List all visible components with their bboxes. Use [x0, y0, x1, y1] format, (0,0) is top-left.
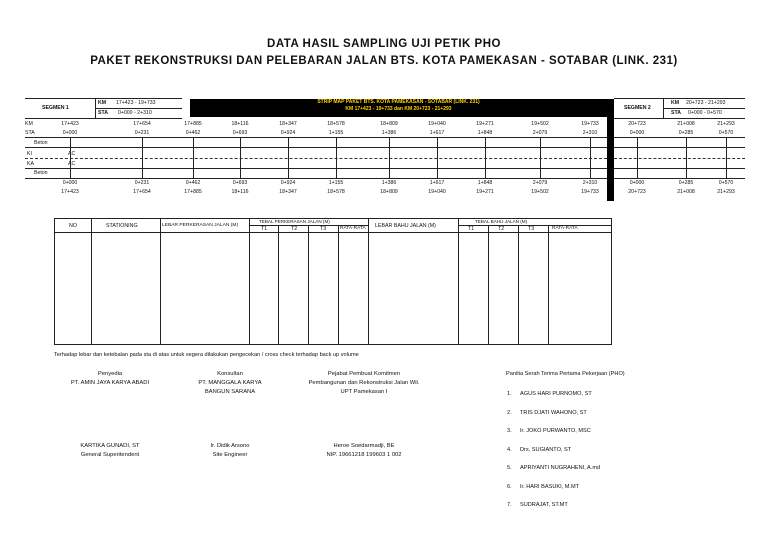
station-tick: [240, 137, 241, 178]
ppk-nip: NIP. 19661218 199603 1 002: [326, 452, 402, 458]
km-bottom-label: 18+578: [327, 189, 345, 195]
panitia-member-name: Ir. HARI BASUKI, M.MT: [520, 483, 580, 490]
konsultan-name: Ir. Didik Arsono: [210, 443, 250, 449]
sta-top-label: 0+693: [232, 130, 248, 136]
km-bottom-label: 18+809: [380, 189, 398, 195]
segmen2-label: SEGMEN 2: [624, 105, 651, 111]
ppk-name: Heroe Soedarmadji, BE: [333, 443, 395, 449]
col-lebar-bahu: LEBAR BAHU JALAN (M): [375, 223, 436, 229]
panitia-member-no: 1.: [507, 391, 512, 397]
segment-separator: [607, 99, 614, 201]
km-bottom-label: 19+733: [581, 189, 599, 195]
segmen1-sta-label: STA: [98, 110, 108, 116]
sta-top-label: 0+570: [718, 130, 734, 136]
station-tick: [437, 137, 438, 178]
segmen1-sta: 0+000 - 2+310: [118, 110, 152, 116]
segmen1-label: SEGMEN 1: [42, 105, 69, 111]
konsultan-title: Site Engineer: [212, 452, 248, 458]
sta-bottom-label: 2+310: [582, 180, 598, 186]
col-t1-bahu: T1: [468, 226, 475, 232]
sampling-table: [54, 218, 612, 345]
sta-top-label: 0+000: [629, 130, 645, 136]
segmen2-km: 20+723 - 21+293: [686, 100, 726, 106]
segmen2-sta: 0+000 - 0+570: [688, 110, 722, 116]
panitia-member-no: 2.: [507, 409, 512, 416]
station-tick: [686, 137, 687, 178]
sta-bottom-label: 0+924: [280, 180, 296, 186]
station-tick: [142, 137, 143, 178]
km-top-label: 19+040: [428, 121, 446, 127]
banner-line2: KM 17+423 - 19+733 dan KM 20+723 - 21+293: [345, 106, 452, 112]
km-top-label: 17+654: [133, 121, 151, 127]
sta-bottom-label: 2+079: [532, 180, 548, 186]
sta-bottom-label: 1+386: [381, 180, 397, 186]
konsultan-org1: PT. MANGGALA KARYA: [198, 380, 262, 386]
row-label-beton-top: Beton: [34, 140, 48, 146]
km-top-label: 20+723: [628, 121, 646, 127]
km-bottom-label: 17+885: [184, 189, 202, 195]
col-tebal-perkerasan: TEBAL PERKERASAN JALAN (M): [259, 219, 330, 224]
segmen1-km-label: KM: [98, 100, 107, 106]
konsultan-signer: [170, 442, 290, 460]
row-label-ac-top: AC: [68, 151, 76, 157]
panitia-member-no: 7.: [507, 502, 512, 508]
row-label-ac-bottom: AC: [68, 161, 76, 167]
col-stationing: STATIONING: [106, 223, 138, 229]
station-tick: [485, 137, 486, 178]
sta-top-label: 1+386: [381, 130, 397, 136]
col-t3-perkerasan: T3: [320, 226, 327, 232]
sta-top-label: 0+462: [185, 130, 201, 136]
col-t2-perkerasan: T2: [291, 226, 298, 232]
segmen2-sta-label: STA: [671, 110, 681, 116]
col-no: NO: [69, 223, 77, 229]
panitia-member-name: APRIYANTI NUGRAHENI, A.md: [520, 465, 601, 471]
document-subtitle: PAKET REKONSTRUKSI DAN PELEBARAN JALAN BTS. KOTA PAMEKASAN - SOTABAR (LINK. 231): [90, 55, 678, 67]
konsultan-role: Konsultan: [217, 371, 243, 377]
konsultan-block: [170, 370, 290, 397]
col-rata-perkerasan: RATA-RATA: [340, 226, 366, 231]
km-bottom-label: 19+040: [428, 189, 446, 195]
km-bottom-label: 18+116: [231, 189, 249, 195]
station-tick: [540, 137, 541, 178]
panitia-member-name: Ir. JOKO PURWANTO, MSC: [520, 428, 591, 434]
sta-top-label: 0+231: [134, 130, 150, 136]
station-tick: [336, 137, 337, 178]
km-top-label: 18+347: [279, 121, 297, 127]
col-tebal-bahu: TEBAL BAHU JALAN (M): [475, 219, 528, 224]
penyedia-block: [50, 370, 170, 388]
strip-map-banner: [190, 99, 607, 117]
station-tick: [288, 137, 289, 178]
km-bottom-label: 21+293: [717, 189, 735, 195]
row-label-beton-bottom: Beton: [34, 170, 48, 176]
km-top-label: 19+733: [581, 121, 599, 127]
station-tick: [637, 137, 638, 178]
row-label-km: KM: [25, 121, 33, 127]
ppk-role: Pejabat Pembuat Komitmen: [327, 371, 401, 377]
panitia-member-name: TRIS DJATI WAHONO, ST: [520, 409, 587, 416]
km-top-label: 21+293: [717, 121, 735, 127]
station-tick: [590, 137, 591, 178]
km-top-label: 18+578: [327, 121, 345, 127]
sta-top-label: 0+924: [280, 130, 296, 136]
penyedia-name: KARTIKA GUNADI, ST: [80, 443, 140, 449]
penyedia-org: PT. AMIN JAYA KARYA ABADI: [70, 380, 150, 386]
panitia-member-name: SUDRAJAT, ST.MT: [520, 502, 568, 508]
panitia-member-no: 5.: [507, 465, 512, 471]
sta-bottom-label: 0+462: [185, 180, 201, 186]
sta-top-label: 1+848: [477, 130, 493, 136]
ppk-org1: Pembangunan dan Rekonstruksi Jalan Wil.: [308, 380, 420, 386]
ppk-block: [284, 370, 444, 397]
col-t2-bahu: T2: [498, 226, 505, 232]
panitia-title: Panitia Serah Terima Pertama Pekerjaan (PHO): [506, 371, 625, 377]
banner-line1: STRIP MAP PAKET BTS. KOTA PAMEKASAN - SOTABAR (LINK. 231): [317, 99, 480, 105]
segmen2-km-label: KM: [671, 100, 680, 106]
km-bottom-label: 17+654: [133, 189, 151, 195]
km-top-label: 18+809: [380, 121, 398, 127]
row-label-ki: KI: [27, 151, 32, 157]
station-tick: [193, 137, 194, 178]
penyedia-title: General Superitendent: [80, 452, 140, 458]
km-top-label: 17+885: [184, 121, 202, 127]
col-t1-perkerasan: T1: [261, 226, 268, 232]
sta-top-label: 1+155: [328, 130, 344, 136]
sta-top-label: 0+000: [62, 130, 78, 136]
segmen1-km: 17+423 - 19+733: [116, 100, 156, 106]
panitia-member-name: AGUS HARI PURNOMO, ST: [520, 391, 592, 397]
col-t3-bahu: T3: [528, 226, 535, 232]
sta-top-label: 2+310: [582, 130, 598, 136]
sta-bottom-label: 0+285: [678, 180, 694, 186]
ppk-org2: UPT Pamekasan I: [340, 389, 388, 395]
sta-bottom-label: 0+570: [718, 180, 734, 186]
km-bottom-label: 20+723: [628, 189, 646, 195]
station-tick: [70, 137, 71, 178]
penyedia-role: Penyedia: [97, 371, 123, 377]
sta-top-label: 0+285: [678, 130, 694, 136]
col-rata-bahu: RATA-RATA: [552, 226, 578, 231]
ppk-signer: [284, 442, 444, 460]
sta-bottom-label: 0+000: [62, 180, 78, 186]
km-top-label: 18+116: [231, 121, 249, 127]
km-bottom-label: 18+347: [279, 189, 297, 195]
sta-bottom-label: 0+231: [134, 180, 150, 186]
km-top-label: 21+008: [677, 121, 695, 127]
document-title: DATA HASIL SAMPLING UJI PETIK PHO: [267, 38, 501, 50]
sta-bottom-label: 0+693: [232, 180, 248, 186]
panitia-member-no: 4.: [507, 446, 512, 453]
sta-bottom-label: 1+155: [328, 180, 344, 186]
sta-top-label: 1+617: [429, 130, 445, 136]
km-top-label: 17+423: [61, 121, 79, 127]
km-bottom-label: 17+423: [61, 189, 79, 195]
km-bottom-label: 19+502: [531, 189, 549, 195]
row-label-sta: STA: [25, 130, 35, 136]
panitia-member-no: 3.: [507, 428, 512, 434]
sta-bottom-label: 1+617: [429, 180, 445, 186]
row-label-ka: KA: [27, 161, 34, 167]
km-bottom-label: 21+008: [677, 189, 695, 195]
km-top-label: 19+502: [531, 121, 549, 127]
col-lebar-perkerasan: LEBAR PERKERASAN JALAN (M): [162, 223, 239, 228]
sta-top-label: 2+079: [532, 130, 548, 136]
station-tick: [389, 137, 390, 178]
konsultan-org2: BANGUN SARANA: [204, 389, 256, 395]
sta-bottom-label: 1+848: [477, 180, 493, 186]
penyedia-signer: [50, 442, 170, 460]
sta-bottom-label: 0+000: [629, 180, 645, 186]
note-text: Terhadap lebar dan ketebalan pada sta di atas untuk segera dilakukan pengecekan / cross check terhadap back up volume: [54, 352, 359, 358]
panitia-member-name: Drs. SUGIANTO, ST: [520, 446, 572, 453]
station-tick: [726, 137, 727, 178]
km-top-label: 19+271: [476, 121, 494, 127]
panitia-member-no: 6.: [507, 483, 512, 490]
km-bottom-label: 19+271: [476, 189, 494, 195]
